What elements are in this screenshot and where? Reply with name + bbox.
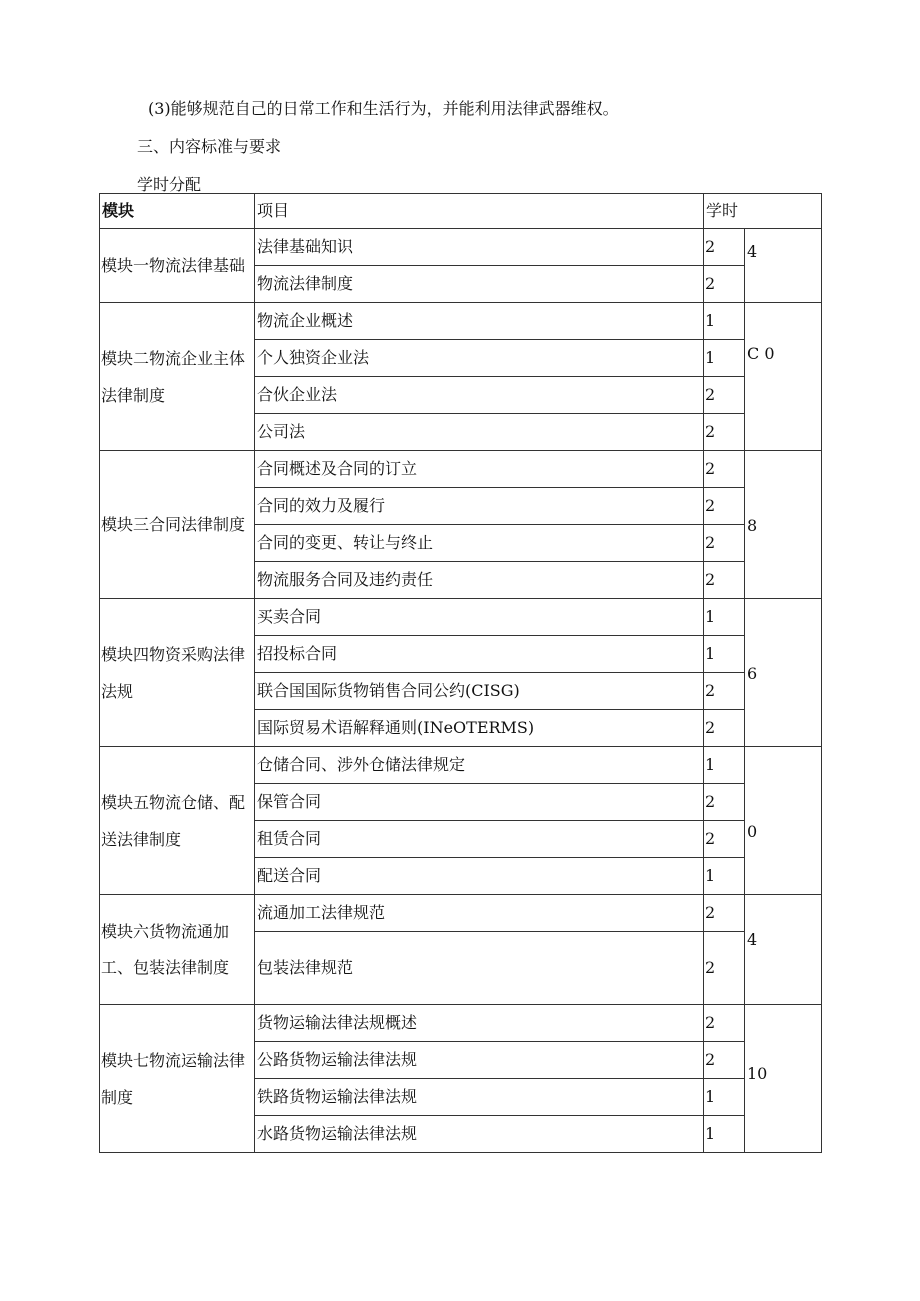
item-hours: 2 [704, 266, 745, 303]
header-item: 项目 [255, 194, 704, 229]
module-name: 模块七物流运输法律制度 [100, 1005, 255, 1153]
item-name: 配送合同 [255, 858, 704, 895]
module-total-hours: 10 [745, 1005, 822, 1153]
item-hours: 2 [704, 1005, 745, 1042]
item-name: 合伙企业法 [255, 377, 704, 414]
item-name: 买卖合同 [255, 599, 704, 636]
table-row [100, 229, 822, 266]
table-header-row [100, 194, 822, 229]
item-name: 联合国国际货物销售合同公约(CISG) [255, 673, 704, 710]
module-total-hours: 6 [745, 599, 822, 747]
item-hours: 2 [704, 710, 745, 747]
module-name: 模块六货物流通加工、包装法律制度 [100, 895, 255, 1005]
module-name: 模块一物流法律基础 [100, 229, 255, 303]
item-name: 合同的效力及履行 [255, 488, 704, 525]
item-hours: 1 [704, 1116, 745, 1153]
item-name: 公司法 [255, 414, 704, 451]
item-hours: 1 [704, 599, 745, 636]
module-total-hours: 8 [745, 451, 822, 599]
objective-paragraph: (3)能够规范自己的日常工作和生活行为，并能利用法律武器维权。 [148, 99, 619, 118]
module-total-hours: 4 [745, 895, 822, 1005]
item-name: 物流服务合同及违约责任 [255, 562, 704, 599]
item-name: 保管合同 [255, 784, 704, 821]
item-hours: 1 [704, 1079, 745, 1116]
item-hours: 1 [704, 303, 745, 340]
hours-allocation-table [99, 193, 822, 1153]
item-name: 流通加工法律规范 [255, 895, 704, 932]
header-module: 模块 [100, 194, 255, 229]
item-name: 物流法律制度 [255, 266, 704, 303]
item-hours: 1 [704, 858, 745, 895]
item-name: 水路货物运输法律法规 [255, 1116, 704, 1153]
item-name: 货物运输法律法规概述 [255, 1005, 704, 1042]
item-name: 合同的变更、转让与终止 [255, 525, 704, 562]
table-row [100, 303, 822, 340]
item-hours: 2 [704, 488, 745, 525]
item-hours: 1 [704, 636, 745, 673]
module-total-hours: 0 [745, 747, 822, 895]
module-name: 模块四物资采购法律法规 [100, 599, 255, 747]
header-hours: 学时 [704, 194, 822, 229]
item-hours: 2 [704, 784, 745, 821]
item-name: 个人独资企业法 [255, 340, 704, 377]
table-row [100, 599, 822, 636]
item-name: 国际贸易术语解释通则(INeOTERMS) [255, 710, 704, 747]
item-hours: 2 [704, 562, 745, 599]
item-hours: 1 [704, 747, 745, 784]
module-total-hours: C 0 [745, 303, 822, 451]
item-hours: 2 [704, 673, 745, 710]
item-name: 租赁合同 [255, 821, 704, 858]
table-row [100, 451, 822, 488]
item-name: 合同概述及合同的订立 [255, 451, 704, 488]
table-row [100, 1005, 822, 1042]
item-hours: 2 [704, 895, 745, 932]
item-hours: 1 [704, 340, 745, 377]
table-row [100, 747, 822, 784]
item-hours: 2 [704, 414, 745, 451]
item-hours: 2 [704, 1042, 745, 1079]
item-hours: 2 [704, 451, 745, 488]
item-name: 铁路货物运输法律法规 [255, 1079, 704, 1116]
item-name: 招投标合同 [255, 636, 704, 673]
section-heading: 三、内容标准与要求 [137, 137, 282, 156]
item-name: 物流企业概述 [255, 303, 704, 340]
item-hours: 2 [704, 821, 745, 858]
item-name: 公路货物运输法律法规 [255, 1042, 704, 1079]
module-name: 模块五物流仓储、配送法律制度 [100, 747, 255, 895]
item-hours: 2 [704, 377, 745, 414]
item-name: 包装法律规范 [255, 932, 704, 1005]
item-hours: 2 [704, 525, 745, 562]
module-name: 模块三合同法律制度 [100, 451, 255, 599]
table-row [100, 895, 822, 932]
module-total-hours: 4 [745, 229, 822, 303]
item-name: 法律基础知识 [255, 229, 704, 266]
item-hours: 2 [704, 932, 745, 1005]
module-name: 模块二物流企业主体法律制度 [100, 303, 255, 451]
item-name: 仓储合同、涉外仓储法律规定 [255, 747, 704, 784]
table-caption: 学时分配 [137, 175, 202, 194]
item-hours: 2 [704, 229, 745, 266]
